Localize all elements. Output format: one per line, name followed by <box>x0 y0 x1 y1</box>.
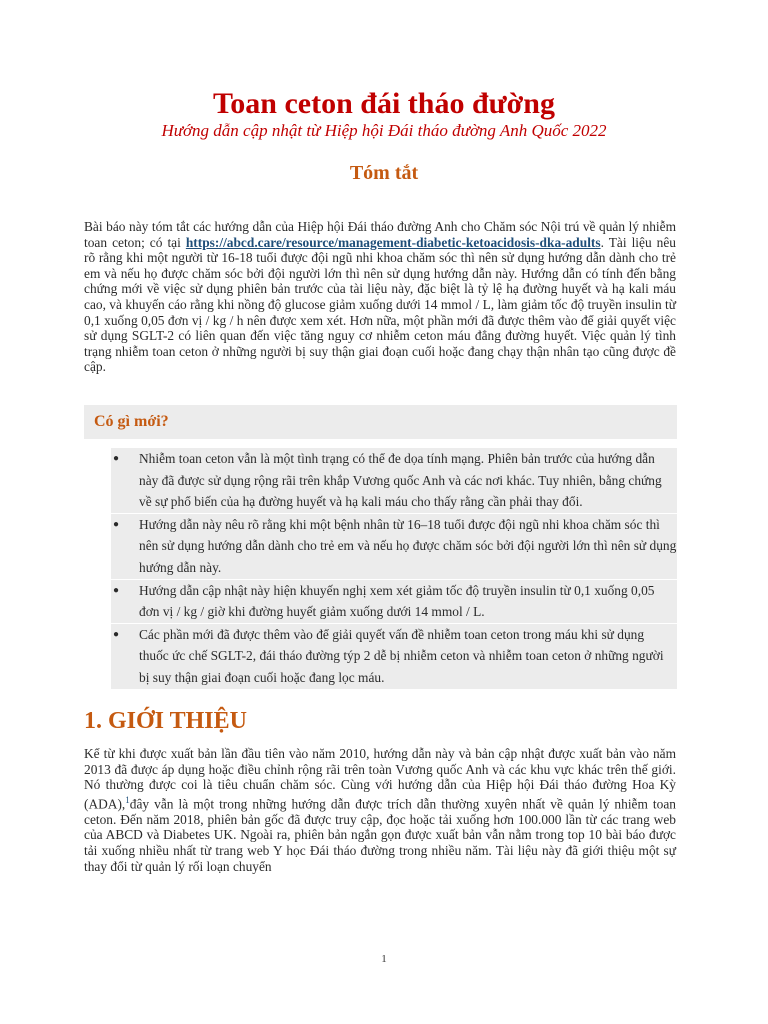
whats-new-list <box>111 448 677 690</box>
document-title: Toan ceton đái tháo đường <box>213 87 555 120</box>
guideline-link[interactable]: https://abcd.care/resource/management-diabetic-ketoacidosis-dka-adults <box>185 234 601 250</box>
list-item-text: Hướng dẫn này nêu rõ rằng khi một bệnh nhân từ 16–18 tuổi được đội ngũ nhi khoa chăm sóc thì nên sử dụng hướng dẫn dành cho trẻ em và nếu họ được chăm sóc bởi đội người lớn thì nên sử dụng hướng dẫn này. <box>139 516 677 575</box>
reference-marker[interactable]: 1 <box>125 794 130 805</box>
whats-new-header <box>84 405 677 439</box>
document-subtitle: Hướng dẫn cập nhật từ Hiệp hội Đái tháo đường Anh Quốc 2022 <box>161 121 607 140</box>
intro-text-start: Kể từ khi được xuất bản lần đầu tiên vào năm 2010, hướng dẫn này và bản cập nhật được xuất bản vào năm 2013 đã được áp dụng hoặc điều chỉnh rộng rãi trên toàn Vương quốc Anh và các khu vực khác trên thế giới. Nó thường được coi là tiêu chuẩn chăm sóc. Cùng với hướng dẫn của Hiệp hội Đái tháo đường Hoa Kỳ (ADA), <box>84 746 676 812</box>
page-number: 1 <box>381 953 387 965</box>
list-item <box>111 448 677 513</box>
bullet-icon: ● <box>113 453 120 464</box>
introduction-heading: 1. GIỚI THIỆU <box>84 708 247 734</box>
bullet-icon: ● <box>113 628 120 640</box>
list-item-text: Các phần mới đã được thêm vào để giải quyết vấn đề nhiễm toan ceton trong máu khi sử dụng thuốc ức chế SGLT-2, đái tháo đường týp 2 dễ bị nhiễm ceton và nhiễm toan ceton ở những người bị suy thận giai đoạn cuối hoặc đang lọc máu. <box>139 626 664 685</box>
summary-heading: Tóm tắt <box>349 162 419 184</box>
abstract-paragraph <box>84 219 676 375</box>
list-item-text: Hướng dẫn cập nhật này hiện khuyến nghị xem xét giảm tốc độ truyền insulin từ 0,1 xuống 0,05 đơn vị / kg / giờ khi đường huyết giảm xuống dưới 14 mmol / L. <box>139 582 655 620</box>
whats-new-heading: Có gì mới? <box>94 413 169 430</box>
list-item <box>111 624 677 689</box>
list-item <box>111 514 677 579</box>
list-item-text: Nhiễm toan ceton vẫn là một tình trạng có thể đe dọa tính mạng. Phiên bản trước của hướng dẫn này đã được sử dụng rộng rãi trên khắp Vương quốc Anh và các nơi khác. Tuy nhiên, bằng chứng về sự phổ biến của hạ đường huyết và hạ kali máu cho thấy rằng cần phải thay đổi. <box>139 451 662 510</box>
bullet-icon: ● <box>113 584 120 596</box>
list-item <box>111 580 677 623</box>
abstract-text-end: . Tài liệu nêu rõ rằng khi một người từ 16-18 tuổi được đội ngũ nhi khoa chăm sóc thì nên sử dụng hướng dẫn dành cho trẻ em và nếu họ được chăm sóc bởi đội người lớn thì nên sử dụng hướng dẫn này. Hướng dẫn có tính đến bằng chứng mới về việc sử dụng phiên bản trước của tài liệu này, đặc biệt là tỷ lệ hạ đường huyết và hạ kali máu cao, và khuyến cáo rằng khi nồng độ glucose giảm xuống dưới 14 mmol / L, làm giảm tốc độ truyền insulin từ 0,1 xuống 0,05 đơn vị / kg / h nên được xem xét. Hơn nữa, một phần mới đã được thêm vào để giải quyết việc sử dụng SGLT-2 có liên quan đến việc tăng nguy cơ nhiễm ceton máu đẳng đường huyết. Việc quản lý tình trạng nhiễm toan ceton ở những người bị suy thận giai đoạn cuối hoặc đang chạy thận nhân tạo cũng được đề cập. <box>84 234 677 375</box>
introduction-paragraph <box>84 746 676 874</box>
abstract-text-start: Bài báo này tóm tắt các hướng dẫn của Hiệp hội Đái tháo đường Anh cho Chăm sóc Nội trú về quản lý nhiễm toan ceton; có tại <box>84 219 676 250</box>
intro-text-end: đây vẫn là một trong những hướng dẫn được trích dẫn thường xuyên nhất về quản lý nhiễm toan ceton. Đến năm 2018, phiên bản gốc đã được truy cập, đọc hoặc tải xuống hơn 100.000 lần từ các trang web của ABCD và Diabetes UK. Ngoài ra, phiên bản ngắn gọn được xuất bản vẫn nằm trong top 10 bài báo được tải xuống nhiều nhất từ trang web Y học Đái tháo đường trong nhiều năm. Tài liệu này đã giới thiệu một sự thay đổi từ quản lý rối loạn chuyển <box>84 796 676 874</box>
bullet-icon: ● <box>113 518 120 530</box>
